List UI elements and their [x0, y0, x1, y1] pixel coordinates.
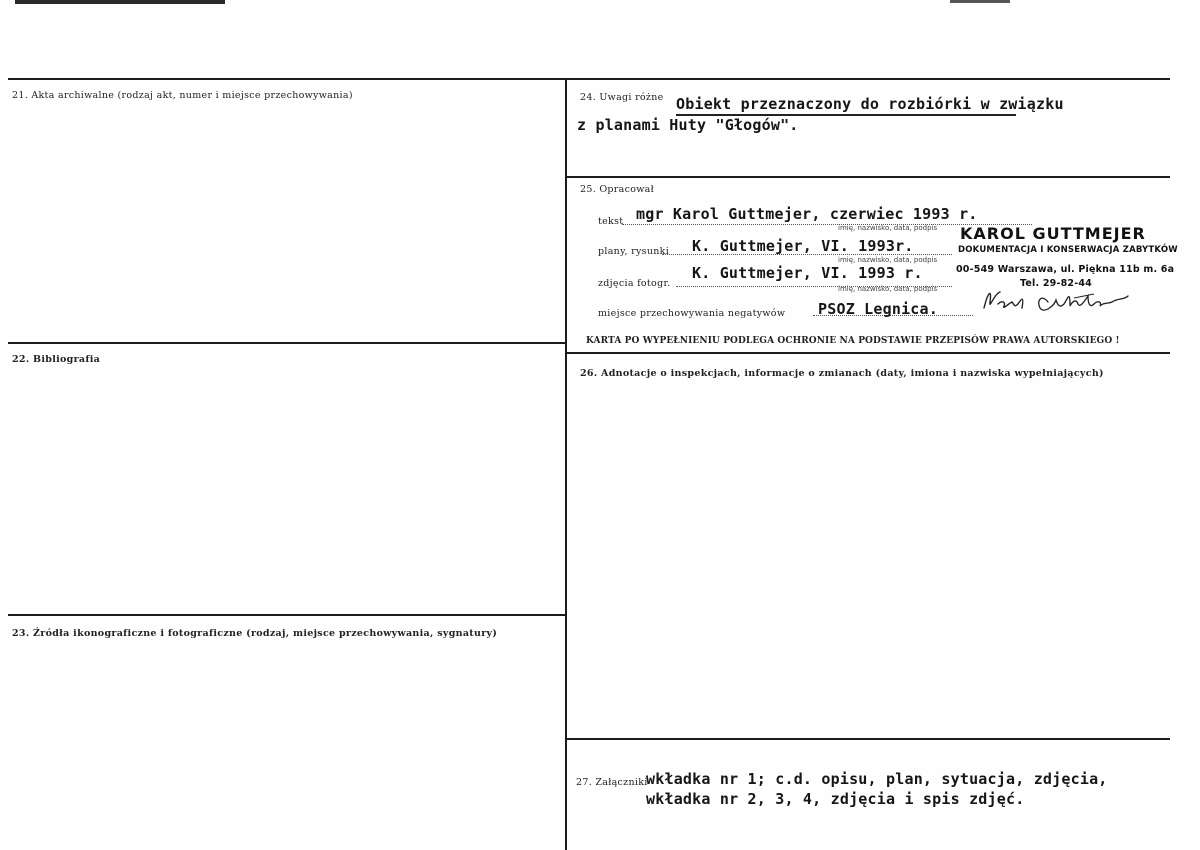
section-23-label: 23. Źródła ikonograficzne i fotograficzne (rodzaj, miejsce przechowywania, sygnatury) [12, 628, 498, 639]
tekst-hint: imię, nazwisko, data, podpis [838, 224, 938, 232]
rule-21-22 [8, 342, 566, 344]
stamp-line-3: Tel. 29-82-44 [1020, 278, 1092, 289]
section-26-label: 26. Adnotacje o inspekcjach, informacje o zmianach (daty, imiona i nazwiska wypełniających) [580, 368, 1104, 379]
rule-26-27 [566, 738, 1170, 740]
section-25-label: 25. Opracował [580, 184, 655, 195]
stamp-name: KAROL GUTTMEJER [960, 224, 1146, 243]
tekst-label: tekst [598, 216, 624, 227]
rule-22-23 [8, 614, 566, 616]
zdjecia-label: zdjęcia fotogr. [598, 278, 671, 289]
copyright-notice: KARTA PO WYPEŁNIENIU PODLEGA OCHRONIE NA PODSTAWIE PRZEPISÓW PRAWA AUTORSKIEGO ! [586, 336, 1120, 346]
section-24-line1: Obiekt przeznaczony do rozbiórki w związku [676, 95, 1064, 113]
rule-25-26 [566, 352, 1170, 354]
section-27-line2: wkładka nr 2, 3, 4, zdjęcia i spis zdjęć. [646, 790, 1025, 808]
zdjecia-hint: imię, nazwisko, data, podpis [838, 285, 938, 293]
stamp-line-2: 00-549 Warszawa, ul. Piękna 11b m. 6a [956, 264, 1175, 275]
stamp-line-1: DOKUMENTACJA I KONSERWACJA ZABYTKÓW [958, 245, 1178, 255]
section-27-label: 27. Załączniki [576, 777, 648, 788]
section-22-label: 22. Bibliografia [12, 354, 101, 365]
negatywy-label: miejsce przechowywania negatywów [598, 308, 786, 319]
scan-mark-right [950, 0, 1010, 3]
section-27-line1: wkładka nr 1; c.d. opisu, plan, sytuacja, zdjęcia, [646, 770, 1108, 788]
top-rule [8, 78, 1170, 80]
plany-value: K. Guttmejer, VI. 1993r. [692, 237, 914, 255]
plany-label: plany, rysunki [598, 246, 670, 257]
tekst-value: mgr Karol Guttmejer, czerwiec 1993 r. [636, 205, 978, 223]
plany-hint: imię, nazwisko, data, podpis [838, 256, 938, 264]
scan-mark-left [15, 0, 225, 4]
center-divider [565, 78, 567, 850]
section-21-label: 21. Akta archiwalne (rodzaj akt, numer i miejsce przechowywania) [12, 90, 353, 101]
zdjecia-value: K. Guttmejer, VI. 1993 r. [692, 264, 923, 282]
signature-drawing [978, 280, 1168, 320]
rule-24-25 [566, 176, 1170, 178]
section-24-line2: z planami Huty "Głogów". [577, 116, 799, 134]
section-24-label: 24. Uwagi różne [580, 92, 664, 103]
negatywy-value: PSOZ Legnica. [818, 300, 938, 318]
